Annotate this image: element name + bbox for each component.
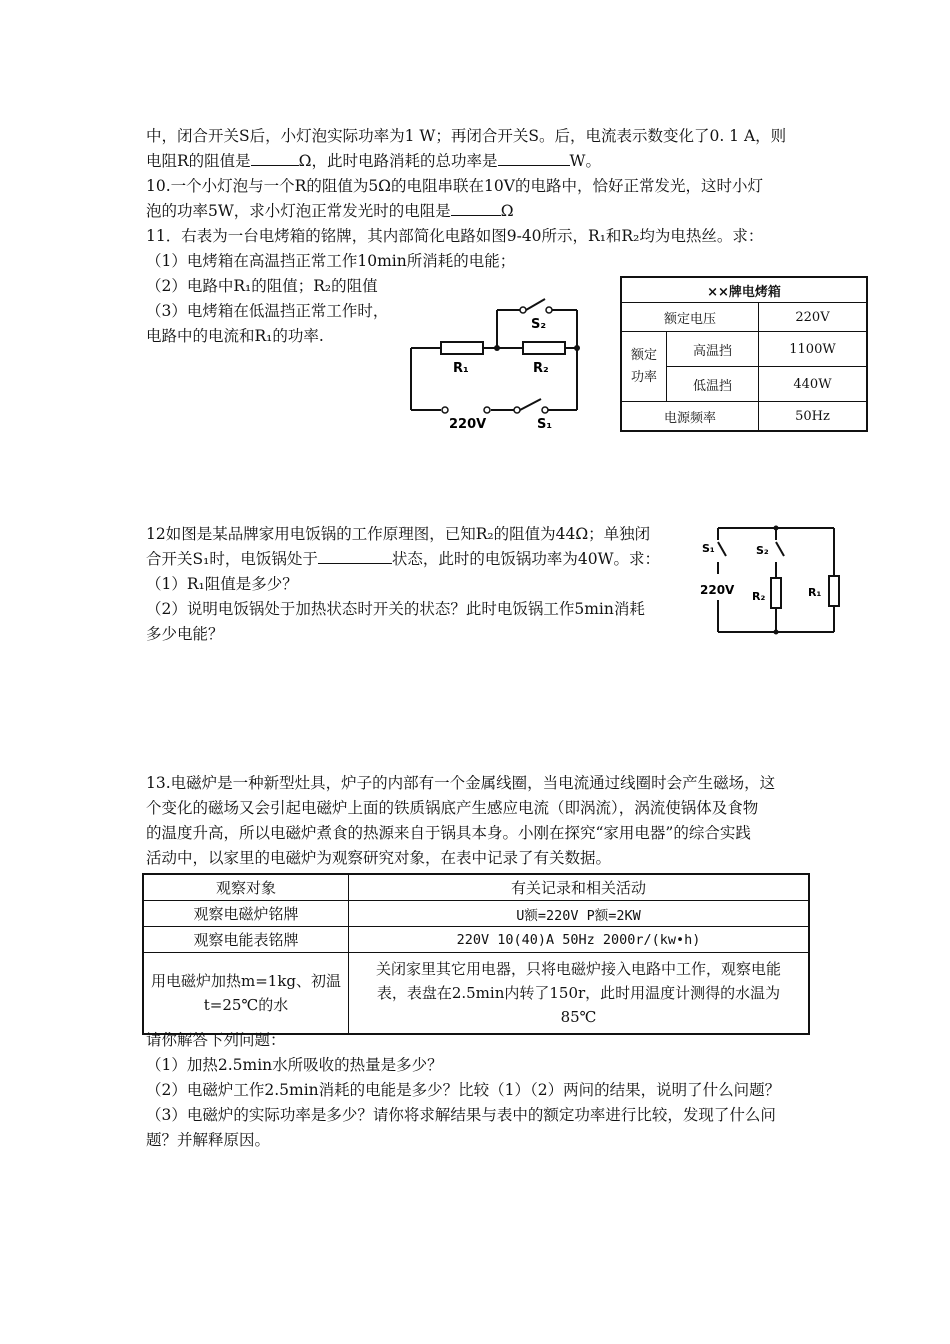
- q12-r1-resistor: [829, 576, 839, 606]
- q12-r1-label: R₁: [808, 586, 822, 599]
- s2-switch: [526, 299, 545, 310]
- q13-sub1: （1）加热2.5min水所吸收的热量是多少？: [146, 1056, 443, 1074]
- high-temp-label: 高温挡: [667, 332, 759, 367]
- q11-sub2: （2）电路中R₁的阻值；R₂的阻值: [146, 277, 378, 295]
- q12-s2-switch: [776, 542, 784, 556]
- q10-line1: 10.一个小灯泡与一个R的阻值为5Ω的电阻串联在10V的电路中，恰好正常发光，这时小灯: [146, 177, 763, 195]
- q12-circuit-diagram: [698, 520, 844, 638]
- high-temp-value: 1100W: [758, 332, 867, 367]
- low-temp-value: 440W: [758, 367, 867, 402]
- q10-text-a: 泡的功率5W，求小灯泡正常发光时的电阻是: [146, 202, 451, 220]
- rated-power-label-1: 额定: [630, 347, 657, 363]
- low-temp-label: 低温挡: [667, 367, 759, 402]
- q9-blank-power[interactable]: [498, 149, 570, 166]
- q12-s2-label: S₂: [756, 544, 769, 557]
- row3-label-line2: t=25℃的水: [203, 996, 289, 1014]
- q10-blank-resistance[interactable]: [451, 199, 501, 216]
- row3-value: [349, 953, 810, 1035]
- q9-text-a: 电阻R的阻值是: [146, 152, 251, 170]
- s2-label: S₂: [531, 317, 547, 332]
- q12-r2-label: R₂: [752, 590, 766, 603]
- q9-line2: [146, 149, 601, 173]
- q13-line1: 13.电磁炉是一种新型灶具，炉子的内部有一个金属线圈，当电流通过线圈时会产生磁场，这: [146, 774, 776, 792]
- q11-sub1: （1）电烤箱在高温挡正常工作10min所消耗的电能；: [146, 252, 516, 270]
- r2-resistor: [523, 342, 565, 354]
- header-observation-object: 观察对象: [143, 874, 349, 901]
- q12-r2-resistor: [771, 578, 781, 608]
- induction-cooker-table: [142, 873, 810, 1035]
- q12-s1-switch: [718, 542, 726, 556]
- q10-line2: [146, 199, 514, 223]
- q12-line1: 12如图是某品牌家用电饭锅的工作原理图，已知R₂的阻值为44Ω；单独闭: [146, 525, 651, 543]
- row2-value: 220V 10(40)A 50Hz 2000r/(kw•h): [349, 927, 810, 953]
- q13-line3: 的温度升高，所以电磁炉煮食的热源来自于锅具本身。小刚在探究“家用电器”的综合实践: [146, 824, 751, 842]
- q12-sub2b: 多少电能？: [146, 625, 224, 643]
- q11-sub3a: （3）电烤箱在低温挡正常工作时，: [146, 302, 389, 320]
- row3-label: [143, 953, 349, 1035]
- q12-source-label: 220V: [700, 583, 735, 597]
- frequency-label: 电源频率: [621, 402, 758, 432]
- q11-intro: 11．右表为一台电烤箱的铭牌，其内部简化电路如图9-40所示，R₁和R₂均为电热丝。求：: [146, 227, 764, 245]
- q11-sub3b: 电路中的电流和R₁的功率.: [146, 327, 324, 345]
- q13-line4: 活动中，以家里的电磁炉为观察研究对象，在表中记录了有关数据。: [146, 849, 612, 867]
- q12-text-a: 合开关S₁时，电饭锅处于: [146, 550, 318, 568]
- q12-s1-label: S₁: [702, 542, 715, 555]
- q11-circuit-diagram: [405, 296, 605, 434]
- q9-line1: 中，闭合开关S后，小灯泡实际功率为1 W；再闭合开关S。后，电流表示数变化了0. 1 A，则: [146, 127, 787, 145]
- q9-blank-resistance[interactable]: [251, 149, 299, 166]
- rated-power-label-2: 功率: [630, 369, 657, 385]
- row2-label: 观察电能表铭牌: [143, 927, 349, 953]
- r1-resistor: [441, 342, 483, 354]
- row1-label: 观察电磁炉铭牌: [143, 901, 349, 927]
- r1-label: R₁: [453, 361, 469, 376]
- rated-voltage-label: 额定电压: [621, 303, 758, 332]
- r2-label: R₂: [533, 361, 549, 376]
- oven-nameplate-table: [620, 276, 868, 432]
- q13-sub3b: 题？并解释原因。: [146, 1131, 271, 1149]
- q12-line2: [146, 547, 660, 571]
- row1-value: U额=220V P额=2KW: [349, 901, 810, 927]
- q10-text-b: Ω: [500, 202, 514, 220]
- s1-switch: [520, 399, 541, 410]
- q12-text-b: 状态，此时的电饭锅功率为40W。求：: [391, 550, 660, 568]
- oven-table-title: ××牌电烤箱: [621, 277, 867, 303]
- frequency-value: 50Hz: [758, 402, 867, 432]
- q12-sub2: （2）说明电饭锅处于加热状态时开关的状态？此时电饭锅工作5min消耗: [146, 600, 645, 618]
- row3-value-line2: 表，表盘在2.5min内转了150r，此时用温度计测得的水温为: [376, 984, 781, 1002]
- rated-power-label: [621, 332, 667, 402]
- q13-sub2: （2）电磁炉工作2.5min消耗的电能是多少？比较（1）（2）两问的结果，说明了什么问题？: [146, 1081, 781, 1099]
- row3-value-line1: 关闭家里其它用电器，只将电磁炉接入电路中工作，观察电能: [375, 960, 781, 978]
- row3-label-line1: 用电磁炉加热m=1kg、初温: [150, 972, 342, 990]
- row3-value-line3: 85℃: [560, 1008, 597, 1026]
- q9-text-b: Ω，此时电路消耗的总功率是: [298, 152, 498, 170]
- q13-sub3a: （3）电磁炉的实际功率是多少？请你将求解结果与表中的额定功率进行比较，发现了什么问: [146, 1106, 776, 1124]
- source-label: 220V: [449, 417, 487, 432]
- q9-text-c: W。: [569, 152, 601, 170]
- q12-sub1: （1）R₁阻值是多少？: [146, 575, 298, 593]
- s1-label: S₁: [537, 417, 553, 432]
- header-records: 有关记录和相关活动: [349, 874, 810, 901]
- q13-line2: 个变化的磁场又会引起电磁炉上面的铁质锅底产生感应电流（即涡流），涡流使锅体及食物: [146, 799, 759, 817]
- rated-voltage-value: 220V: [758, 303, 867, 332]
- q12-blank-state[interactable]: [318, 547, 392, 564]
- q13-after-table: 请你解答下列问题：: [146, 1031, 286, 1049]
